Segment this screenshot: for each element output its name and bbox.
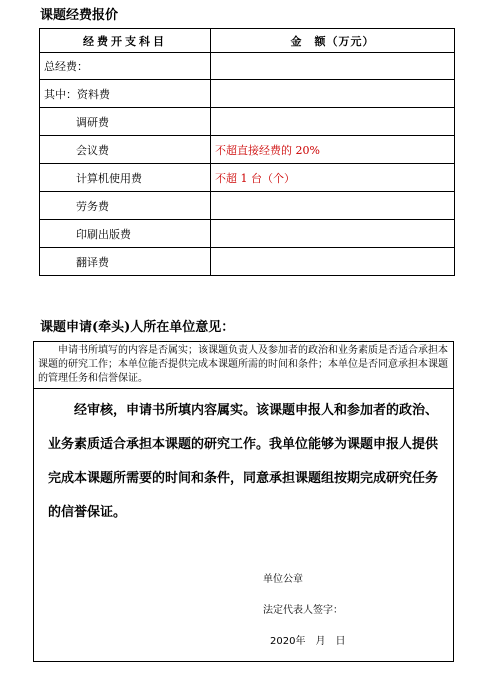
signature-date: 2020年 月 日 [270, 636, 346, 647]
table-row [40, 192, 455, 220]
budget-table [39, 28, 455, 276]
header-expense-item: 经费开支科目 [40, 29, 211, 53]
row-value-meeting[interactable]: 不超直接经费的 20% [211, 136, 455, 164]
row-value-research[interactable] [211, 108, 455, 136]
representative-signature-label: 法定代表人签字： [263, 605, 343, 616]
row-label-labor: 劳务费 [40, 192, 211, 220]
row-label-meeting: 会议费 [40, 136, 211, 164]
table-row [40, 248, 455, 276]
opinion-box [33, 341, 454, 662]
row-value-materials[interactable] [211, 80, 455, 108]
row-label-research: 调研费 [40, 108, 211, 136]
table-row [40, 53, 455, 80]
row-label-printing: 印刷出版费 [40, 220, 211, 248]
row-value-printing[interactable] [211, 220, 455, 248]
row-label-translation: 翻译费 [40, 248, 211, 276]
row-value-translation[interactable] [211, 248, 455, 276]
opinion-section-title: 课题申请(牵头)人所在单位意见： [40, 320, 235, 335]
row-value-computer[interactable]: 不超 1 台（个） [211, 164, 455, 192]
row-value-total[interactable] [211, 53, 455, 80]
row-label-materials: 其中：资料费 [40, 80, 211, 108]
table-row [40, 80, 455, 108]
budget-table-header [40, 29, 455, 53]
row-label-computer: 计算机使用费 [40, 164, 211, 192]
header-amount: 金 额（万元） [211, 29, 455, 53]
row-value-labor[interactable] [211, 192, 455, 220]
table-row [40, 220, 455, 248]
opinion-statement[interactable]: 经审核，申请书所填内容属实。该课题申报人和参加者的政治、业务素质适合承担本课题的研究工作。我单位能够为课题申报人提供完成本课题所需要的时间和条件，同意承担课题组按期完成研究任务的信誉保证。 [48, 403, 439, 520]
table-row [40, 136, 455, 164]
seal-label: 单位公章 [263, 574, 303, 585]
opinion-instruction: 申请书所填写的内容是否属实；该课题负责人及参加者的政治和业务素质是否适合承担本课题的研究工作；本单位能否提供完成本课题所需的时间和条件；本单位是否同意承担本课题的管理任务和信誉保证。 [34, 342, 453, 389]
row-label-total: 总经费： [40, 53, 211, 80]
table-row [40, 108, 455, 136]
table-row [40, 164, 455, 192]
budget-section-title: 课题经费报价 [40, 8, 119, 23]
